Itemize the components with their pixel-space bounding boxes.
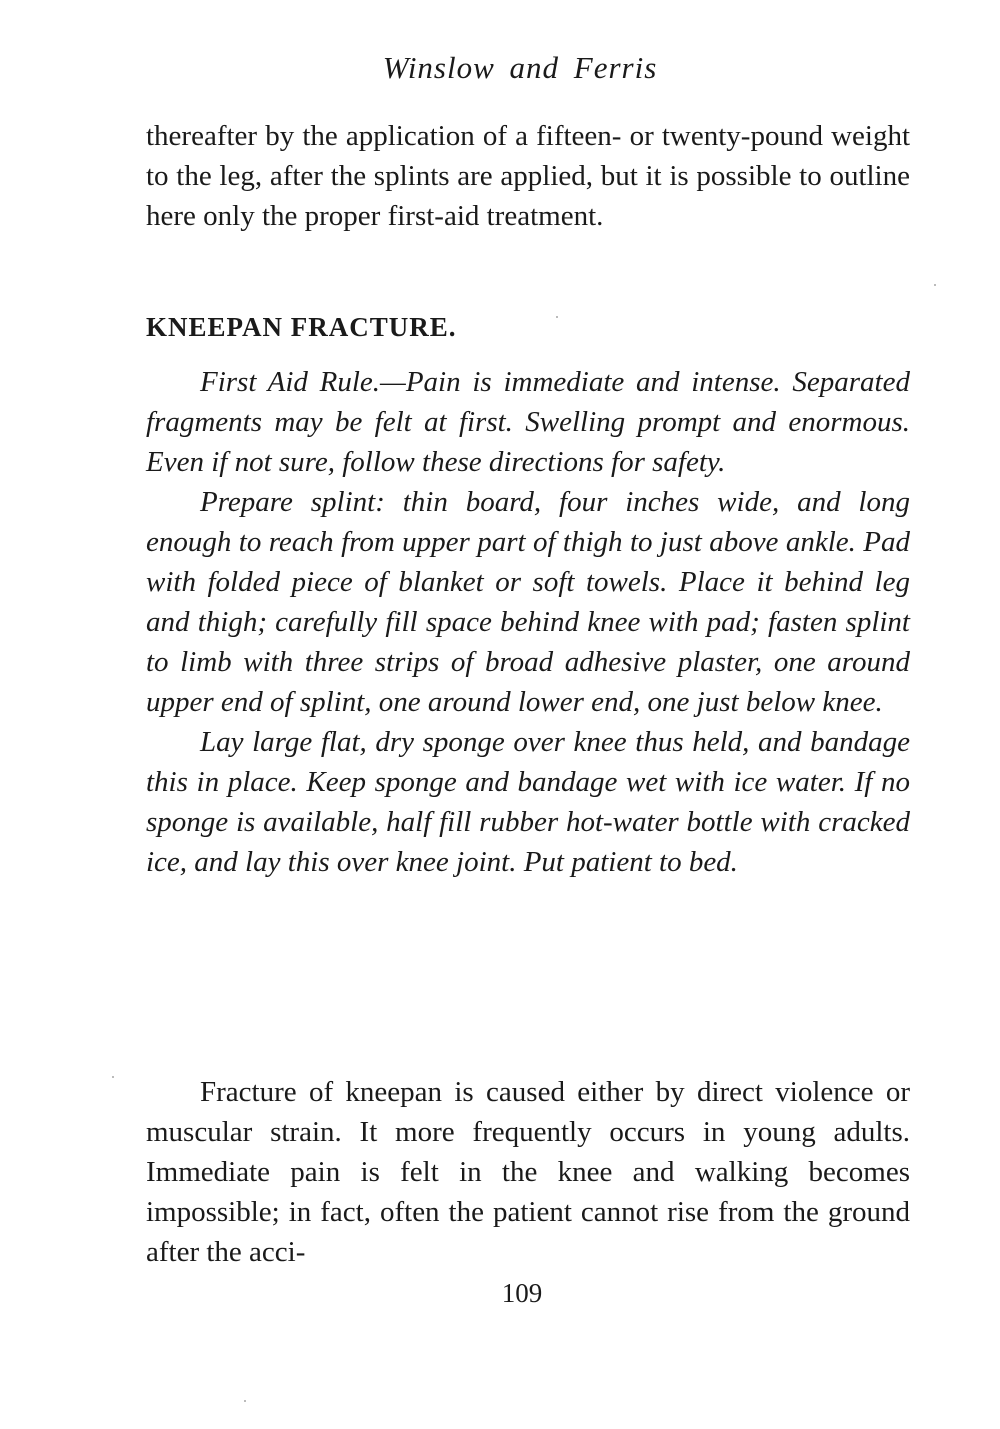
section-heading: KNEEPAN FRACTURE. [146,312,457,342]
running-head: Winslow and Ferris [382,50,658,85]
page-number: 109 [501,1278,543,1308]
first-aid-rule-paragraph-1: First Aid Rule.—Pain is immediate and intense. Separated fragments may be felt at first. Swelling prompt and enormous. Even if not sure, follow these directions for safety. [146,366,910,478]
scan-speck [934,284,936,286]
scan-speck [244,1400,246,1402]
body-paragraph: Fracture of kneepan is caused either by direct violence or muscular strain. It more frequently occurs in young adults. Immediate pain is felt in the knee and walking becomes impossible; in fact, often the patient cannot rise from the ground after the acci- [146,1076,910,1268]
scan-speck [556,316,558,318]
first-aid-rule [146,362,910,882]
first-aid-rule-paragraph-2: Prepare splint: thin board, four inches wide, and long enough to reach from upper part of thigh to just above ankle. Pad with folded piece of blanket or soft towels. Place it behind leg and thigh; carefully fill space behind knee with pad; fasten splint to limb with three strips of broad adhesive plaster, one around upper end of splint, one around lower end, one just below knee. [146,486,910,718]
intro-paragraph: thereafter by the application of a fifteen- or twenty-pound weight to the leg, after the splints are applied, but it is possible to outline here only the proper first-aid treatment. [146,120,910,232]
first-aid-rule-paragraph-3: Lay large flat, dry sponge over knee thus held, and bandage this in place. Keep sponge and bandage wet with ice water. If no sponge is available, half fill rubber hot-water bottle with cracked ice, and lay this over knee joint. Put patient to bed. [146,726,910,878]
scan-speck [112,1076,114,1078]
